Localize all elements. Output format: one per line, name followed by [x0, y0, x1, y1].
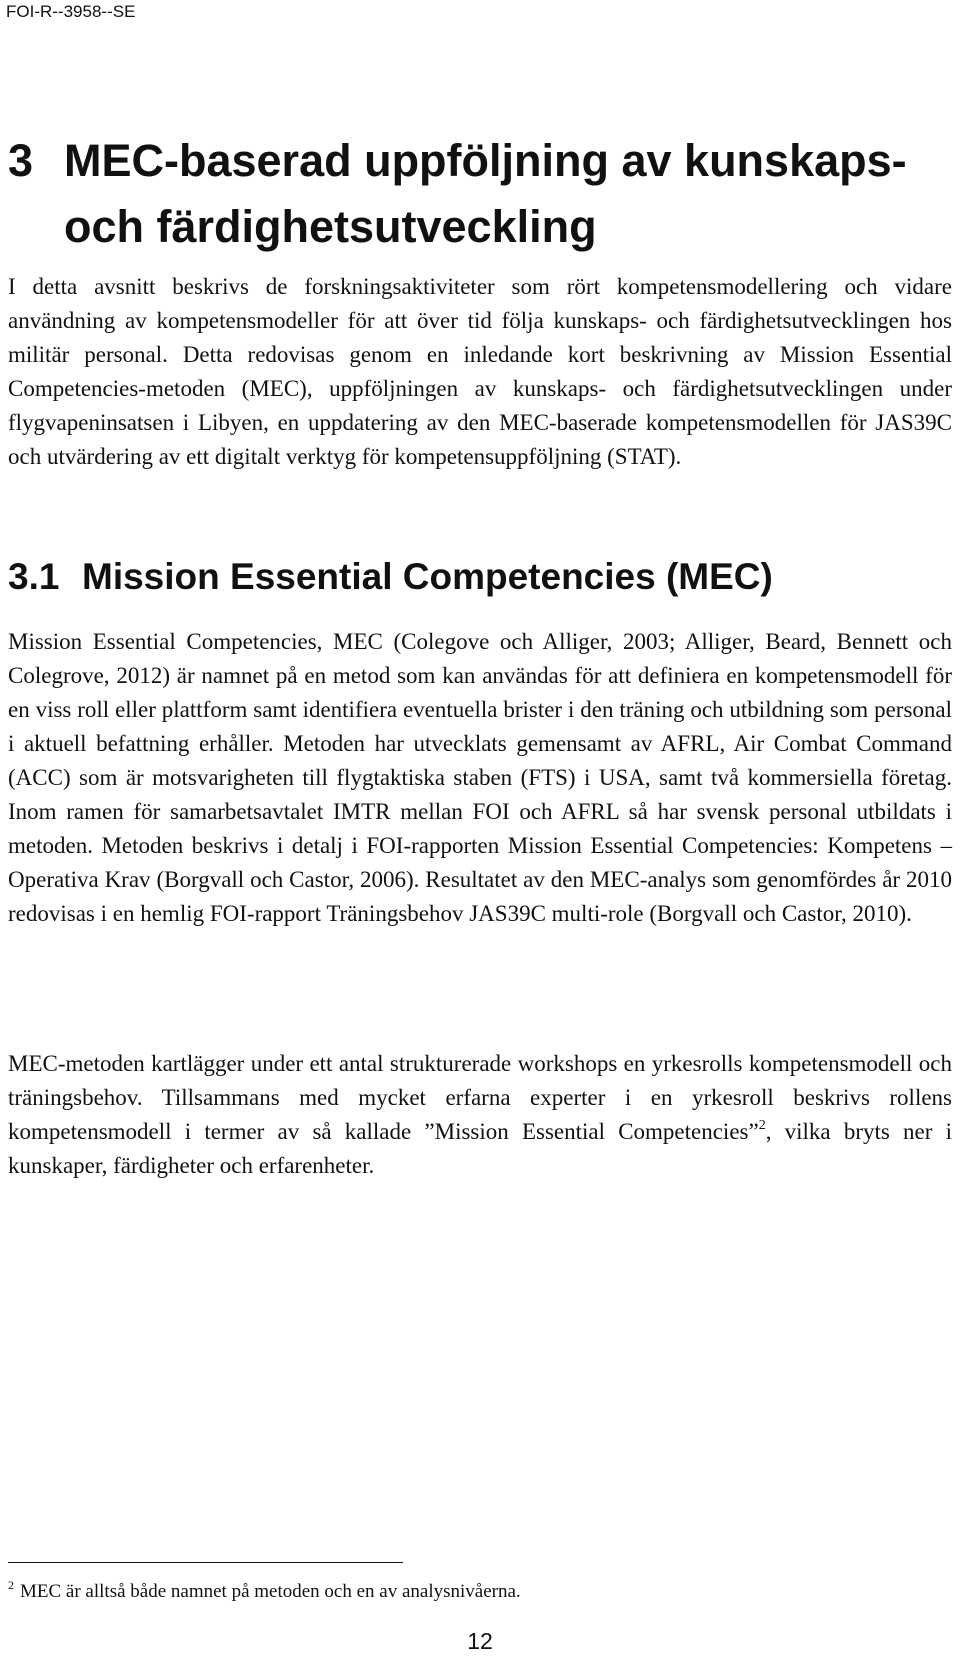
report-id: FOI-R--3958--SE — [6, 2, 136, 21]
footnote-reference: 2 — [758, 1118, 766, 1133]
section-title: Mission Essential Competencies (MEC) — [82, 556, 773, 597]
intro-paragraph: I detta avsnitt beskrivs de forskningsaktiviteter som rört kompetensmodellering och vidare användning av kompetensmodeller för att över tid följa kunskaps- och färdighetsutvecklingen hos militär personal. Detta redovisas genom en inledande kort beskrivning av Mission Essential Competencies-metoden (MEC), uppföljningen av kunskaps- och färdighetsutvecklingen under flygvapeninsatsen i Libyen, en uppdatering av den MEC-baserade kompetensmodellen för JAS39C och utvärdering av ett digitalt verktyg för kompetensuppföljning (STAT). — [8, 274, 952, 469]
paragraph-2-text-start: MEC-metoden kartlägger under ett antal strukturerade workshops en yrkesrolls kompetensmodell och träningsbehov. Tillsammans med mycket erfarna experter i en yrkesroll beskrivs rollens kompetensmodell i termer av så kallade ”Mission Essential Competencies” — [8, 1051, 952, 1144]
section-heading — [8, 553, 773, 601]
section-paragraph-1: Mission Essential Competencies, MEC (Colegove och Alliger, 2003; Alliger, Beard, Bennett och Colegrove, 2012) är namnet på en metod som kan användas för att definiera en kompetensmodell för en viss roll eller plattform samt identifiera eventuella brister i den träning och utbildning som personal i aktuell befattning erhåller. Metoden har utvecklats gemensamt av AFRL, Air Combat Command (ACC) som är motsvarigheten till flygtaktiska staben (FTS) i USA, samt två kommersiella företag. Inom ramen för samarbetsavtalet IMTR mellan FOI och AFRL så har svensk personal utbildats i metoden. Metoden beskrivs i detalj i FOI-rapporten Mission Essential Competencies: Kompetens – Operativa Krav (Borgvall och Castor, 2006). Resultatet av den MEC-analys som genomfördes år 2010 redovisas i en hemlig FOI-rapport Träningsbehov JAS39C multi-role (Borgvall och Castor, 2010). — [8, 629, 952, 926]
page-number: 12 — [467, 1628, 493, 1654]
footnote — [8, 1580, 521, 1604]
footnote-text: MEC är alltså både namnet på metoden och en av analysnivåerna. — [20, 1581, 521, 1602]
section-number: 3.1 — [8, 556, 60, 597]
footnote-separator — [8, 1562, 403, 1563]
section-paragraph-2 — [8, 1047, 952, 1183]
chapter-number: 3 — [8, 135, 34, 186]
footnote-marker: 2 — [8, 1578, 14, 1592]
paragraph-2-text-end: , vilka bryts ner i kunskaper, färdigheter och erfarenheter. — [8, 1119, 953, 1178]
chapter-title: MEC-baserad uppföljning av kunskaps- och färdighetsutveckling — [64, 135, 907, 252]
